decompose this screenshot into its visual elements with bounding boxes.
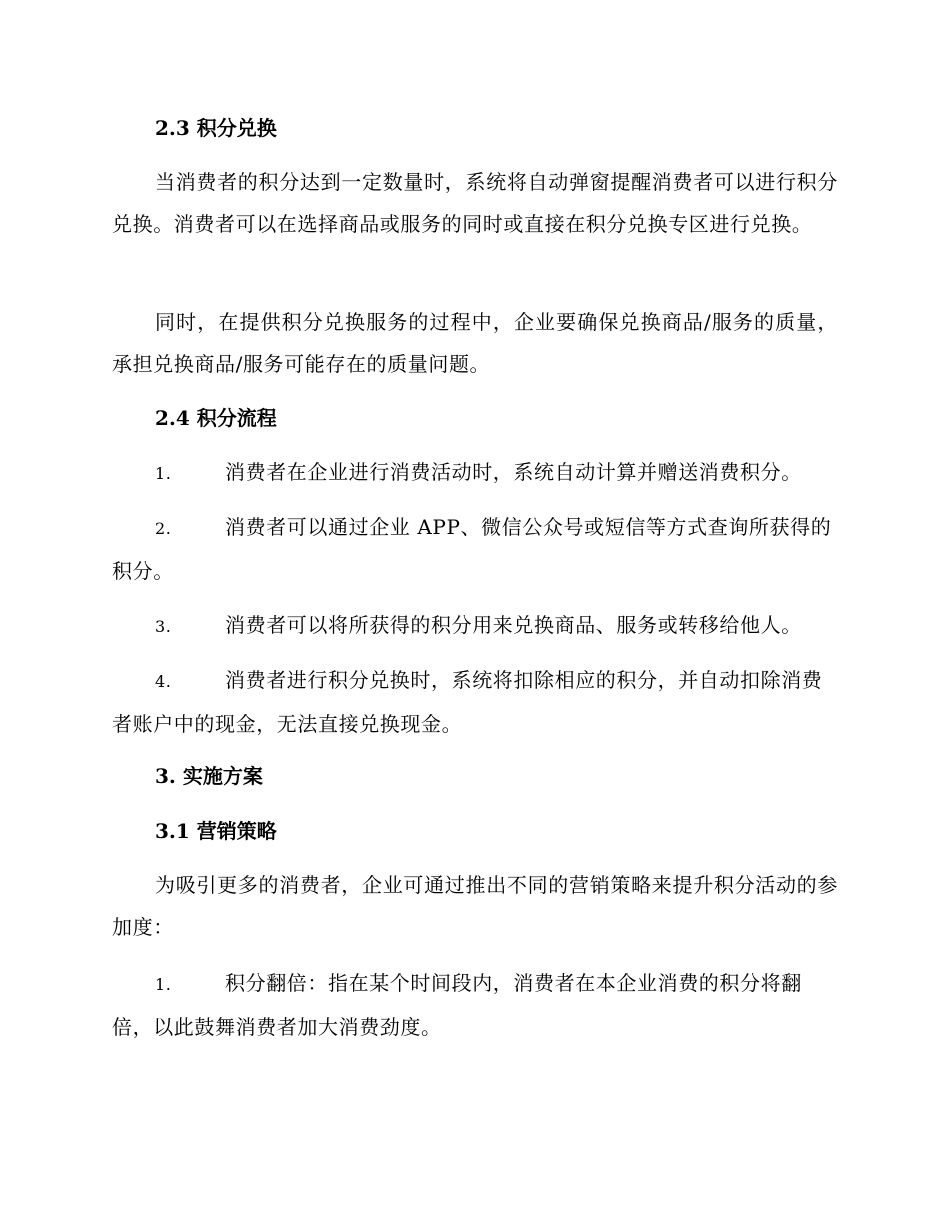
list-text: 消费者可以通过企业 APP、微信公众号或短信等方式查询所获得的积分。 (112, 515, 832, 583)
list-item (112, 962, 838, 1048)
list-text: 消费者在企业进行消费活动时，系统自动计算并赠送消费积分。 (225, 460, 802, 484)
paragraph-2-3-a: 当消费者的积分达到一定数量时，系统将自动弹窗提醒消费者可以进行积分兑换。消费者可以在选择商品或服务的同时或直接在积分兑换专区进行兑换。 (112, 170, 838, 236)
list-item (112, 506, 838, 592)
section-heading-3: 3. 实施方案 (155, 764, 263, 788)
paragraph-3-1-a: 为吸引更多的消费者，企业可通过推出不同的营销策略来提升积分活动的参加度： (112, 873, 838, 939)
list-text: 消费者可以将所获得的积分用来兑换商品、服务或转移给他人。 (225, 613, 802, 637)
list-number: 2. (155, 519, 172, 538)
list-item (112, 659, 838, 745)
list-number: 4. (155, 672, 172, 691)
section-heading-2-4: 2.4 积分流程 (155, 406, 277, 430)
list-text: 积分翻倍：指在某个时间段内，消费者在本企业消费的积分将翻倍，以此鼓舞消费者加大消费劲度。 (112, 971, 802, 1039)
list-item (112, 604, 838, 648)
list-number: 3. (155, 617, 172, 636)
list-number: 1. (155, 975, 172, 994)
list-item (112, 451, 838, 495)
list-text: 消费者进行积分兑换时，系统将扣除相应的积分，并自动扣除消费者账户中的现金，无法直接兑换现金。 (112, 668, 823, 736)
section-heading-2-3: 2.3 积分兑换 (155, 116, 277, 140)
list-number: 1. (155, 464, 172, 483)
paragraph-2-3-b: 同时，在提供积分兑换服务的过程中，企业要确保兑换商品/服务的质量，承担兑换商品/服务可能存在的质量问题。 (112, 310, 838, 376)
section-heading-3-1: 3.1 营销策略 (155, 819, 277, 843)
